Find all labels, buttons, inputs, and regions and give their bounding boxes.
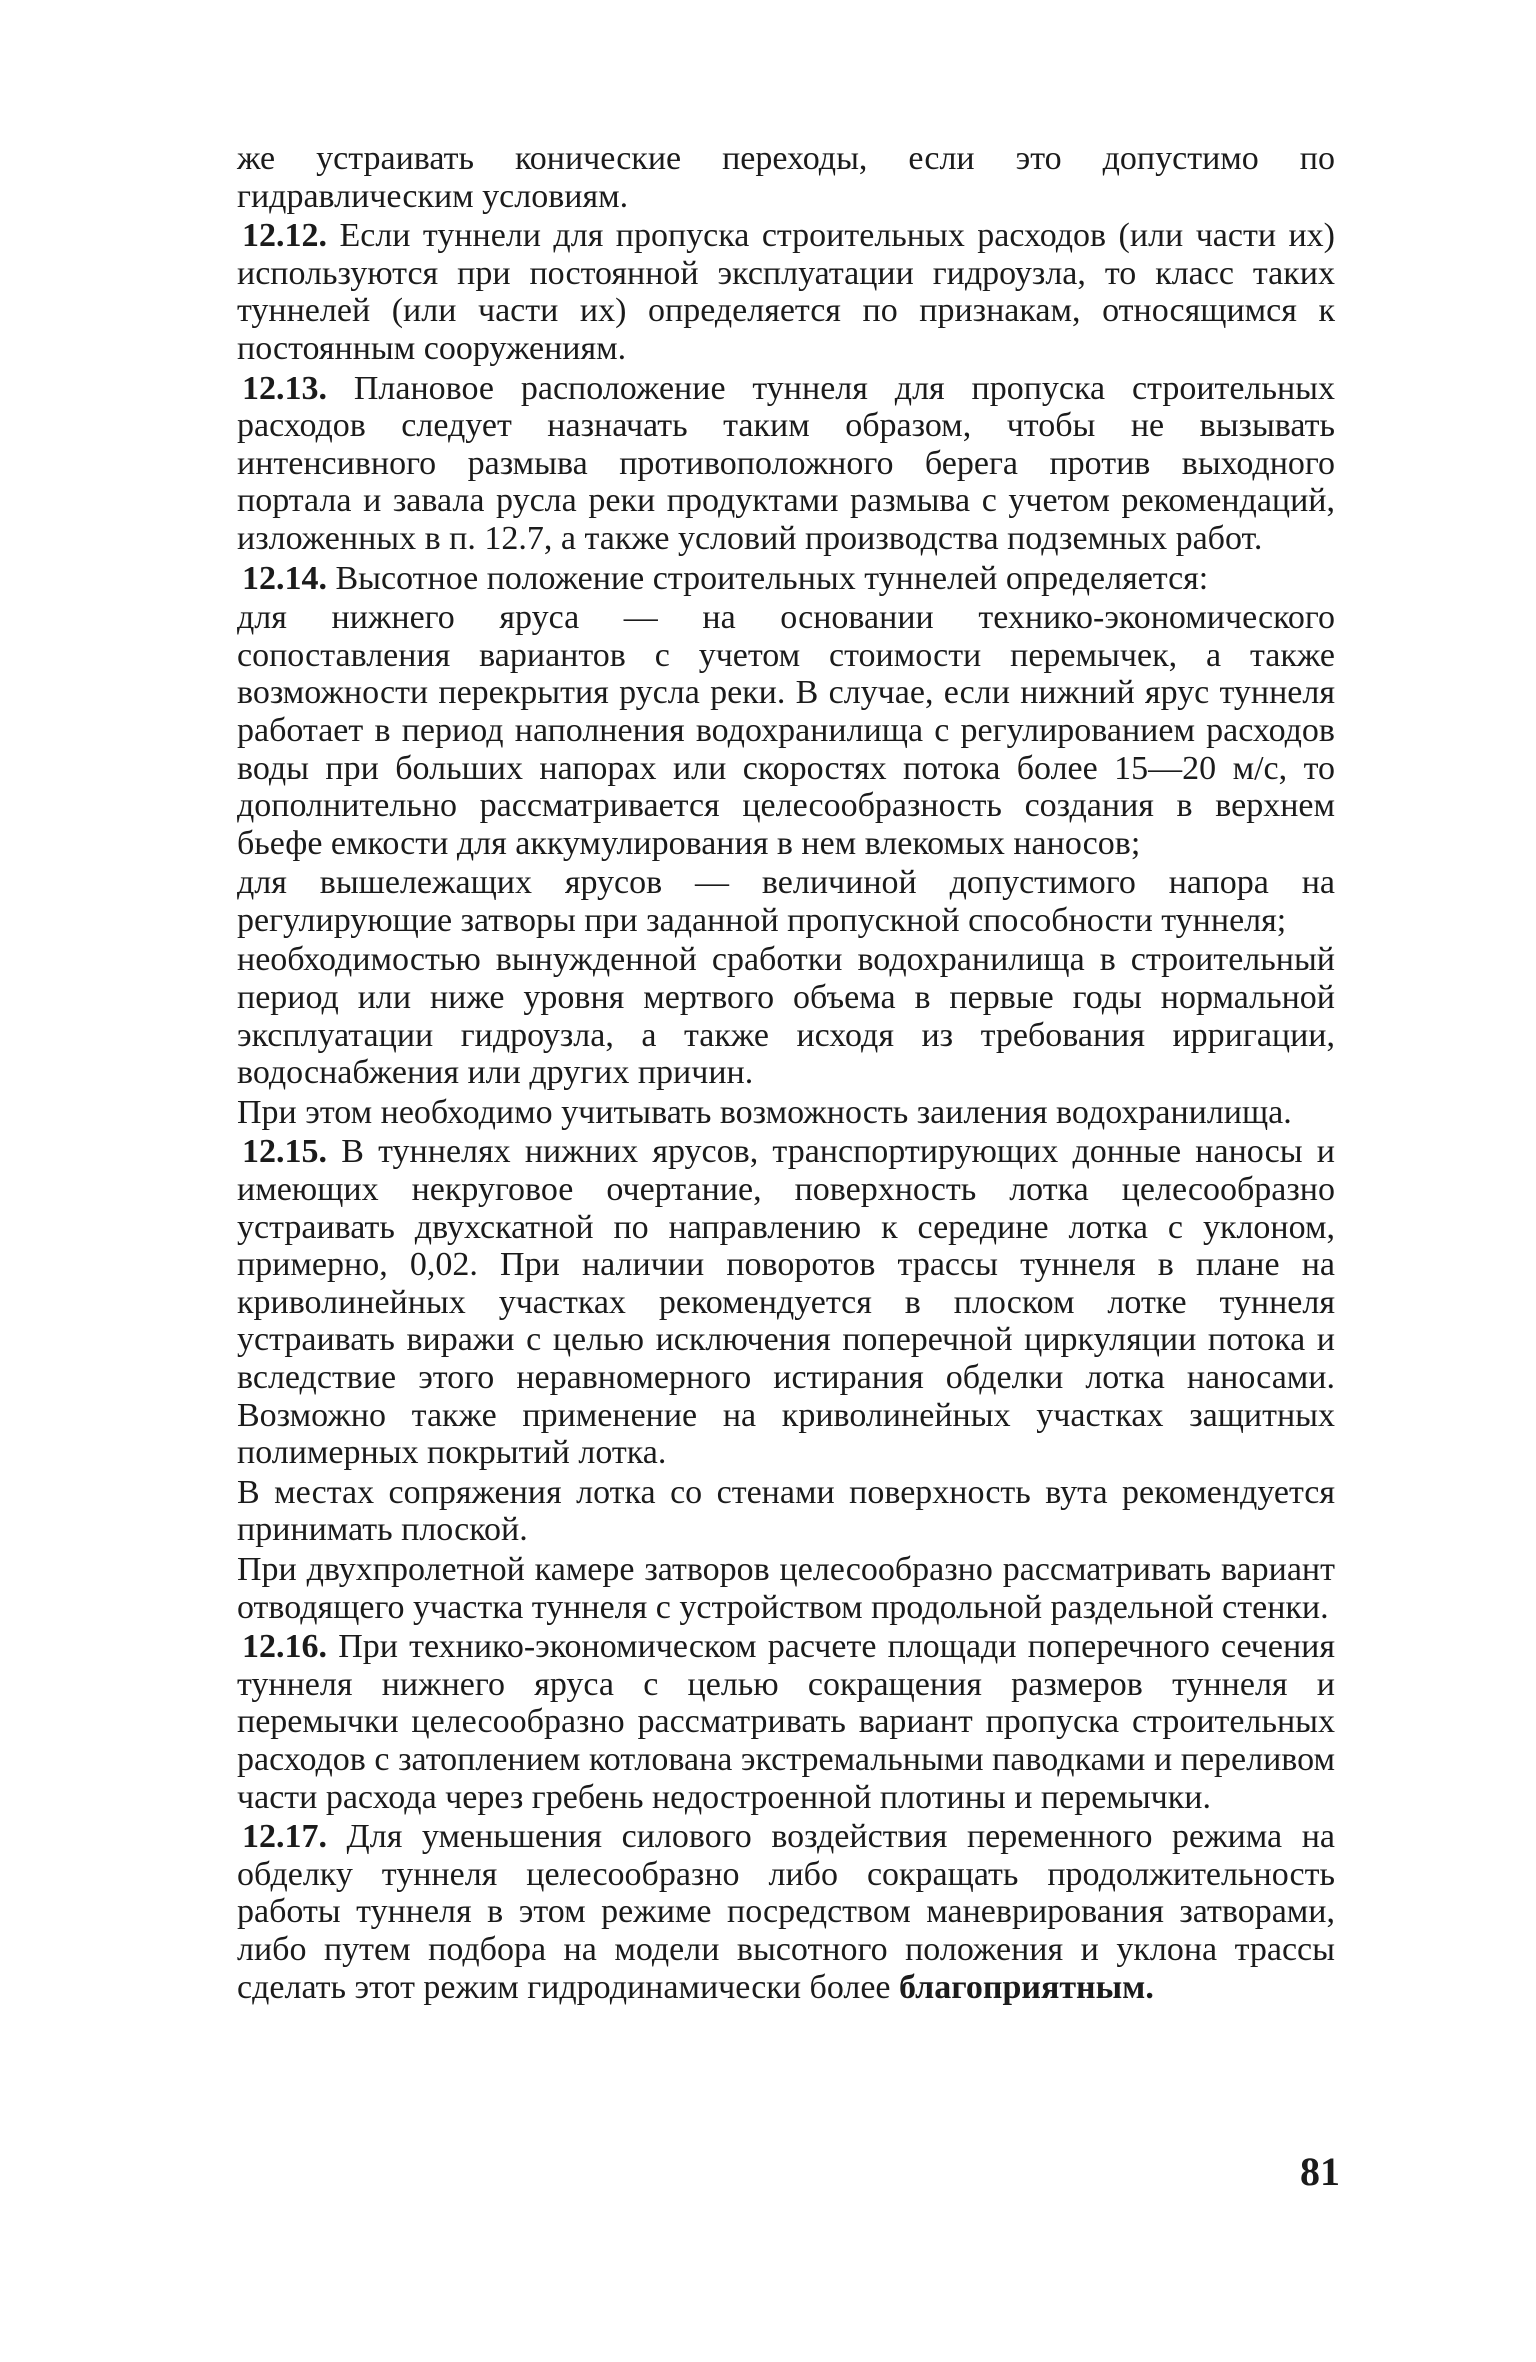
- section-number: 12.14.: [242, 559, 327, 597]
- paragraph-haunch: [237, 1474, 1335, 1549]
- paragraph-text: для нижнего яруса — на основании технико-экономического сопоставления вариантов с учетом стоимости перемычек, а также возможности перекрытия русла реки. В случае, если нижний ярус туннеля работает в период наполнения водохранилища с регулированием расходов воды при больших напорах или скоростях потока более 15—20 м/с, то дополнительно рассматривается целесообразность создания в верхнем бьефе емкости для аккумулирования в нем влекомых наносов;: [237, 599, 1335, 862]
- paragraph-continuation: [237, 140, 1335, 215]
- paragraph-text: же устраивать конические переходы, если это допустимо по гидравлическим условиям.: [237, 140, 1335, 215]
- paragraph-text: При технико-экономическом расчете площади поперечного сечения туннеля нижнего яруса с целью сокращения размеров туннеля и перемычки целесообразно рассматривать вариант пропуска строительных расходов с затоплением котлована экстремальными паводками и переливом части расхода через гребень недостроенной плотины и перемычки.: [237, 1628, 1335, 1816]
- paragraph-12-17: [237, 1818, 1335, 2006]
- paragraph-text: для вышележащих ярусов — величиной допустимого напора на регулирующие затворы при заданной пропускной способности туннеля;: [237, 864, 1335, 939]
- paragraph-siltation: [237, 1094, 1335, 1132]
- paragraph-bold-tail: благоприятным.: [899, 1968, 1154, 2006]
- paragraph-text: При двухпролетной камере затворов целесообразно рассматривать вариант отводящего участка туннеля с устройством продольной раздельной стенки.: [237, 1550, 1335, 1626]
- document-body: [237, 140, 1335, 2008]
- paragraph-text: необходимостью вынужденной сработки водохранилища в строительный период или ниже уровня мертвого объема в первые годы нормальной эксплуатации гидроузла, а также исходя из требования ирригации, водоснабжения или других причин.: [237, 941, 1335, 1092]
- paragraph-12-12: [237, 217, 1335, 367]
- paragraph-text: В местах сопряжения лотка со стенами поверхность вута рекомендуется принимать плоской.: [237, 1473, 1335, 1549]
- section-number: 12.15.: [242, 1133, 327, 1171]
- section-number: 12.13.: [242, 369, 327, 407]
- paragraph-12-13: [237, 370, 1335, 558]
- paragraph-text: Если туннели для пропуска строительных расходов (или части их) используются при постоянной эксплуатации гидроузла, то класс таких туннелей (или части их) определяется по признакам, относящимся к постоянным сооружениям.: [237, 217, 1335, 367]
- paragraph-12-14: [237, 560, 1335, 598]
- paragraph-upper-tiers: [237, 864, 1335, 939]
- paragraph-text: Для уменьшения силового воздействия переменного режима на обделку туннеля целесообразно либо сокращать продолжительность работы туннеля в этом режиме посредством маневрирования затворами, либо путем подбора на модели высотного положения и уклона трассы сделать этот режим гидродинамически более: [237, 1818, 1335, 2006]
- paragraph-12-15: [237, 1133, 1335, 1471]
- paragraph-text: При этом необходимо учитывать возможность заиления водохранилища.: [237, 1093, 1292, 1131]
- paragraph-text: Высотное положение строительных туннелей определяется:: [327, 559, 1209, 597]
- page-number: 81: [1300, 2149, 1340, 2194]
- paragraph-12-16: [237, 1628, 1335, 1816]
- section-number: 12.12.: [242, 217, 327, 255]
- paragraph-text: Плановое расположение туннеля для пропуска строительных расходов следует назначать таким образом, чтобы не вызывать интенсивного размыва противоположного берега против выходного портала и завала русла реки продуктами размыва с учетом рекомендаций, изложенных в п. 12.7, а также условий производства подземных работ.: [237, 369, 1335, 557]
- paragraph-lower-tier: [237, 599, 1335, 862]
- paragraph-drawdown: [237, 941, 1335, 1091]
- section-number: 12.17.: [242, 1818, 327, 1856]
- paragraph-two-span-chamber: [237, 1551, 1335, 1626]
- section-number: 12.16.: [242, 1628, 327, 1666]
- paragraph-text: В туннелях нижних ярусов, транспортирующих донные наносы и имеющих некруговое очертание, поверхность лотка целесообразно устраивать двухскатной по направлению к середине лотка с уклоном, примерно, 0,02. При наличии поворотов трассы туннеля в плане на криволинейных участках рекомендуется в плоском лотке туннеля устраивать виражи с целью исключения поперечной циркуляции потока и вследствие этого неравномерного истирания обделки лотка наносами. Возможно также применение на криволинейных участках защитных полимерных покрытий лотка.: [237, 1133, 1335, 1472]
